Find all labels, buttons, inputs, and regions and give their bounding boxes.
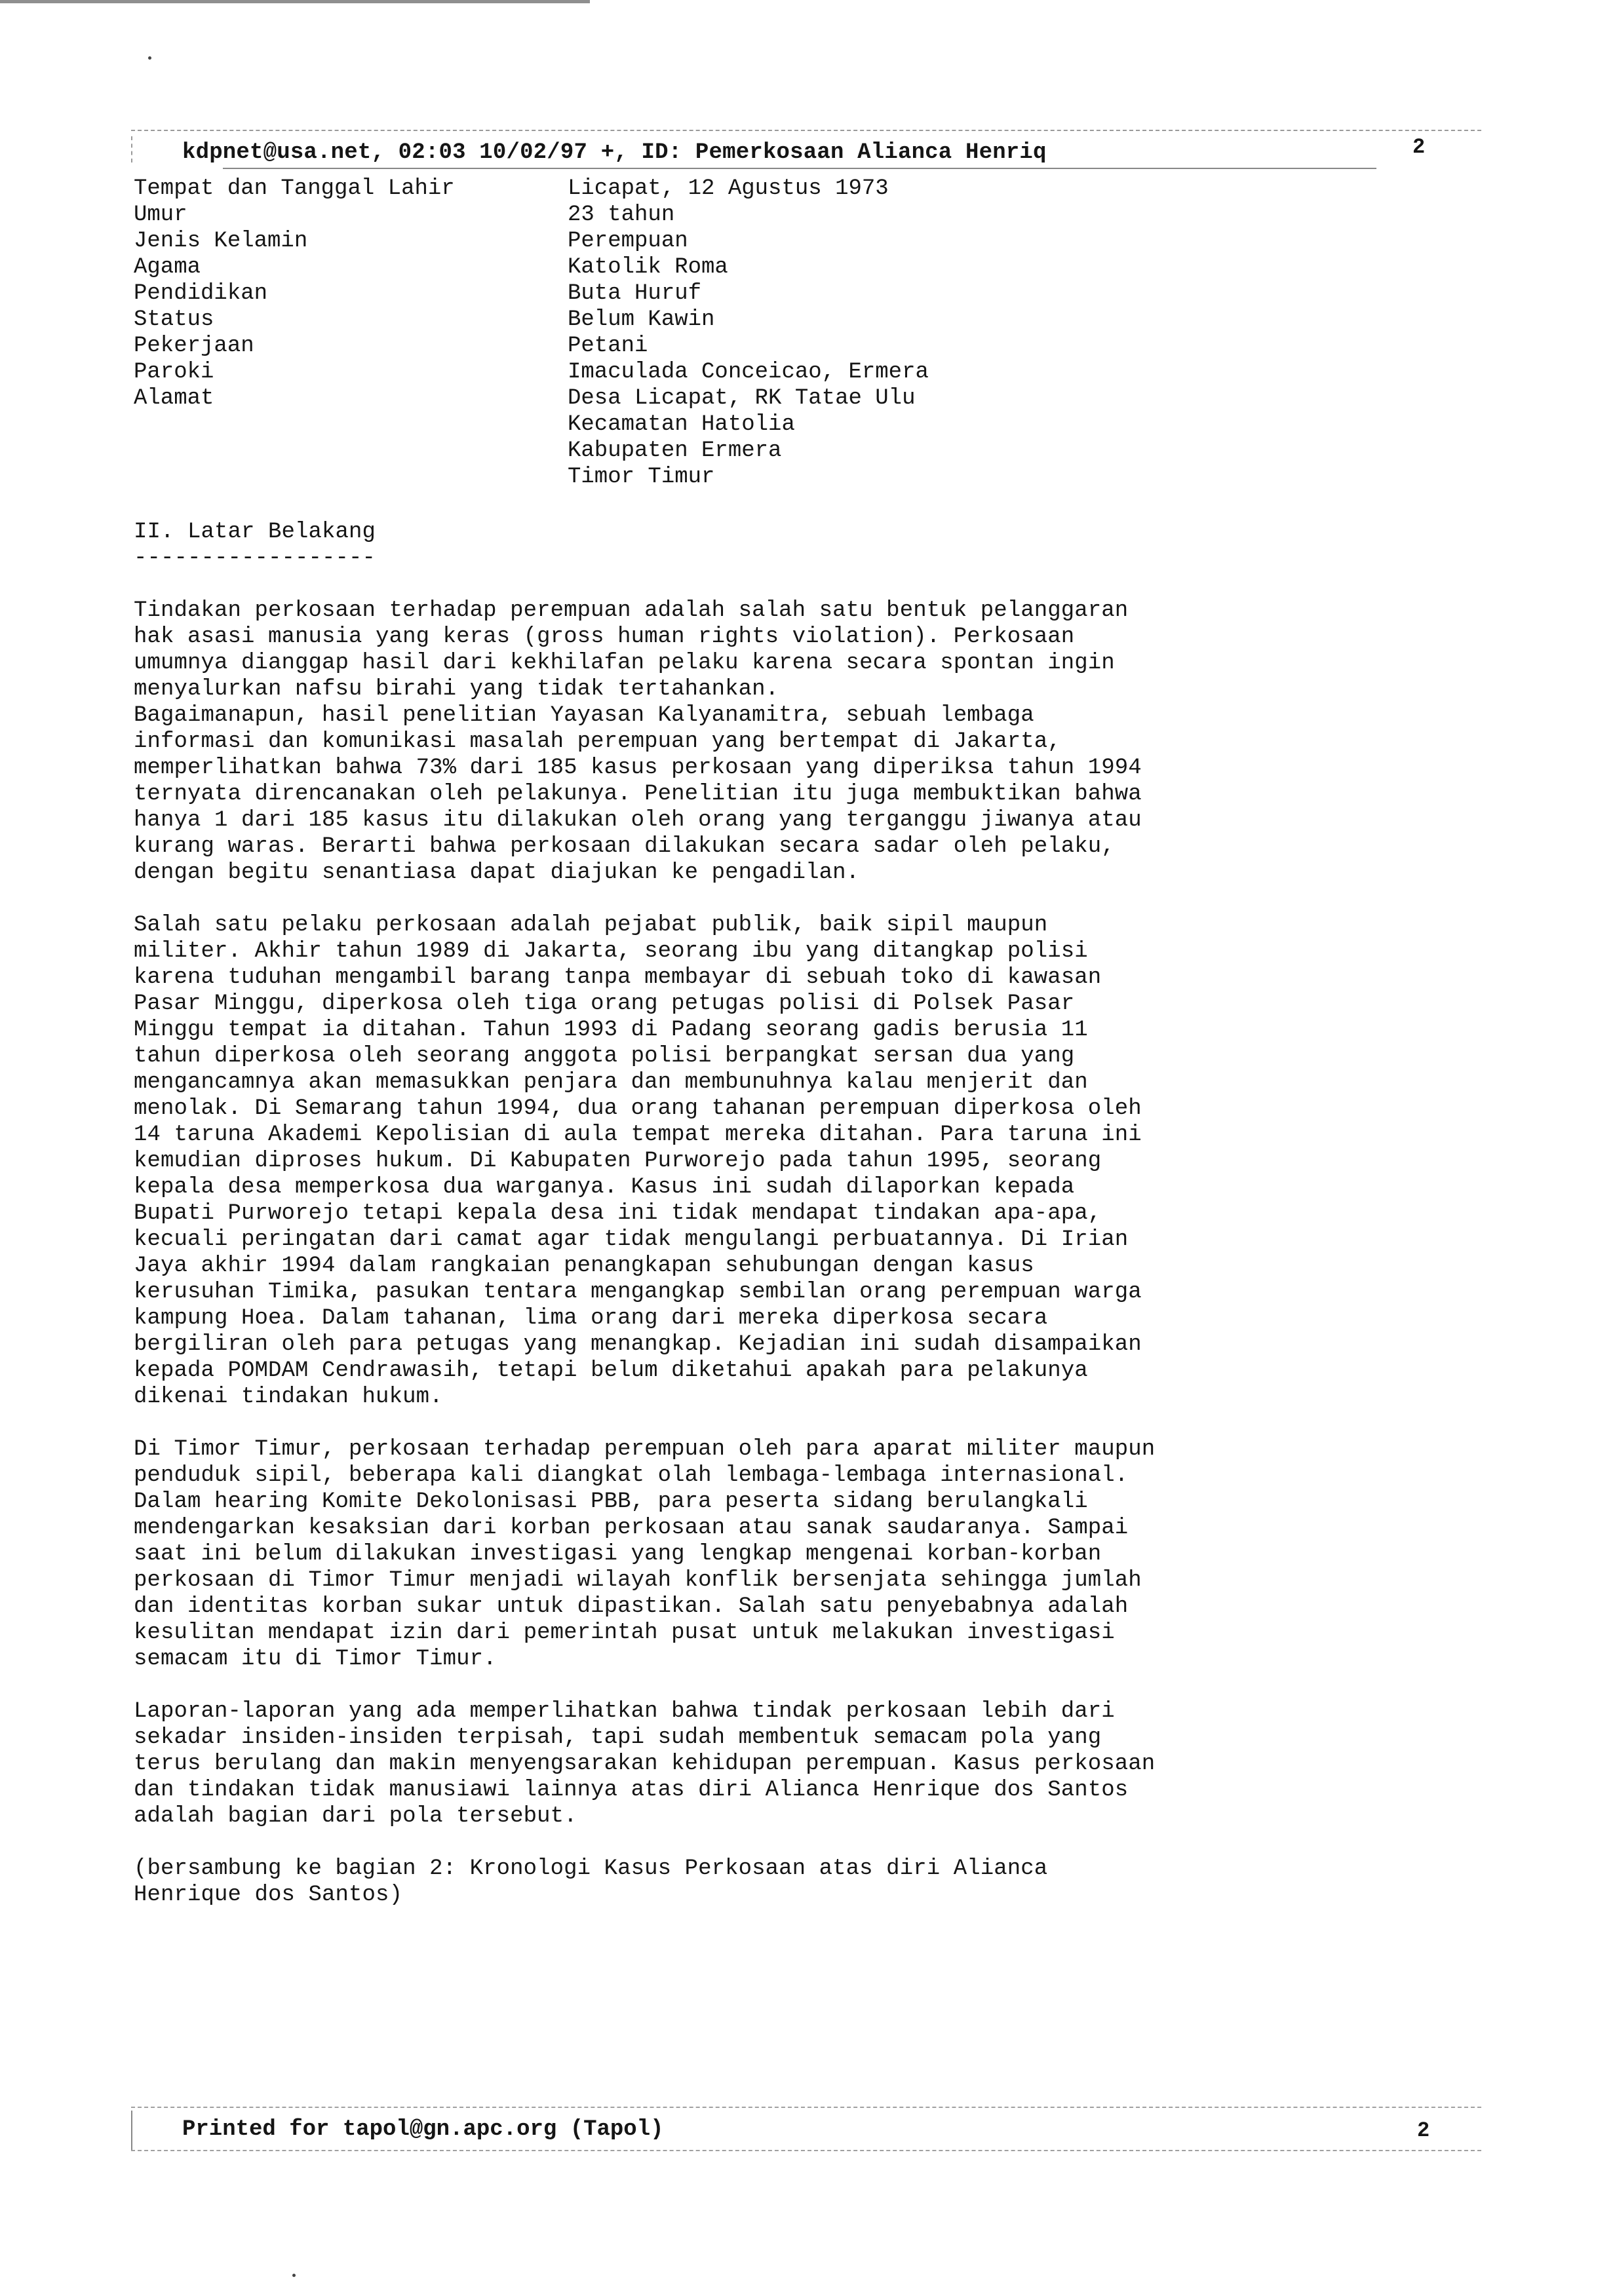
page-header: [131, 130, 1481, 169]
victim-biodata: [134, 176, 929, 490]
biodata-row: [134, 176, 929, 202]
scan-edge-mark: [0, 0, 590, 3]
biodata-label: Agama: [134, 255, 201, 280]
footer-page-number: 2: [1417, 2118, 1430, 2143]
footer-rule-top: [131, 2107, 1481, 2108]
scan-speck: [292, 2274, 296, 2277]
biodata-label: Status: [134, 307, 214, 332]
footer-rule-bottom: [131, 2150, 1481, 2151]
biodata-value: Katolik Roma: [568, 255, 728, 280]
biodata-row: [134, 359, 929, 385]
biodata-row: [134, 307, 929, 333]
biodata-label: Tempat dan Tanggal Lahir: [134, 176, 455, 201]
biodata-label: Paroki: [134, 360, 214, 385]
address-line: Timor Timur: [568, 465, 715, 489]
footer-rule-left: [131, 2111, 132, 2150]
page-footer: [131, 2107, 1481, 2152]
address-line: Kecamatan Hatolia: [568, 412, 795, 437]
biodata-row: [134, 228, 929, 254]
biodata-value: Imaculada Conceicao, Ermera: [568, 360, 929, 385]
biodata-value: 23 tahun: [568, 202, 675, 227]
biodata-value: Licapat, 12 Agustus 1973: [568, 176, 889, 201]
section-underline: ------------------: [134, 546, 376, 571]
header-rule-top: [131, 130, 1481, 131]
biodata-row: [134, 333, 929, 359]
paragraph-background: Tindakan perkosaan terhadap perempuan adalah salah satu bentuk pelanggaran hak asasi manusia yang keras (gross human rights violation). Perkosaan umumnya dianggap hasil dari kekhilafan pelaku karena secara spontan ingin menyalurkan nafsu birahi yang tidak tertahankan. Bagaimanapun, hasil penelitian Yayasan Kalyanamitra, sebuah lembaga informasi dan komunikasi masalah perempuan yang bertempat di Jakarta, memperlihatkan bahwa 73% dari 185 kasus perkosaan yang diperiksa tahun 1994 ternyata direncanakan oleh pelakunya. Penelitian itu juga membuktikan bahwa hanya 1 dari 185 kasus itu dilakukan oleh orang yang terganggu jiwanya atau kurang waras. Berarti bahwa perkosaan dilakukan secara sadar oleh pelaku, dengan begitu senantiasa dapat diajukan ke pengadilan.: [134, 598, 1142, 885]
biodata-label: Pekerjaan: [134, 334, 254, 358]
biodata-label: Umur: [134, 202, 187, 227]
biodata-value: Petani: [568, 334, 648, 358]
scan-speck: [148, 56, 151, 60]
biodata-label: Alamat: [134, 386, 214, 411]
biodata-label: Jenis Kelamin: [134, 229, 308, 254]
biodata-row: [134, 254, 929, 280]
printed-for-text: Printed for tapol@gn.apc.org (Tapol): [182, 2117, 664, 2142]
email-header-title: kdpnet@usa.net, 02:03 10/02/97 +, ID: Pemerkosaan Alianca Henriq: [182, 140, 1047, 165]
biodata-row: [134, 280, 929, 307]
biodata-value: Belum Kawin: [568, 307, 715, 332]
header-rule-bottom: [223, 168, 1376, 169]
paragraph-public-officials: Salah satu pelaku perkosaan adalah pejabat publik, baik sipil maupun militer. Akhir tahun 1989 di Jakarta, seorang ibu yang ditangkap polisi karena tuduhan mengambil barang tanpa membayar di sebuah toko di kawasan Pasar Minggu, diperkosa oleh tiga orang petugas polisi di Polsek Pasar Minggu tempat ia ditahan. Tahun 1993 di Padang seorang gadis berusia 11 tahun diperkosa oleh seorang anggota polisi berpangkat sersan dua yang mengancamnya akan memasukkan penjara dan membunuhnya kalau menjerit dan menolak. Di Semarang tahun 1994, dua orang tahanan perempuan diperkosa oleh 14 taruna Akademi Kepolisian di aula tempat mereka ditahan. Para taruna ini kemudian diproses hukum. Di Kabupaten Purworejo pada tahun 1995, seorang kepala desa memperkosa dua warganya. Kasus ini sudah dilaporkan kepada Bupati Purworejo tetapi kepala desa ini tidak mendapat tindakan apa-apa, kecuali peringatan dari camat agar tidak mengulangi perbuatannya. Di Irian Jaya akhir 1994 dalam rangkaian penangkapan sehubungan dengan kasus kerusuhan Timika, pasukan tentara mengangkap sembilan orang perempuan warga kampung Hoea. Dalam tahanan, lima orang dari mereka diperkosa secara bergiliran oleh para petugas yang menangkap. Kejadian ini sudah disampaikan kepada POMDAM Cendrawasih, tetapi belum diketahui apakah para pelakunya dikenai tindakan hukum.: [134, 913, 1142, 1409]
header-rule-left: [131, 136, 132, 163]
paragraph-pattern: Laporan-laporan yang ada memperlihatkan bahwa tindak perkosaan lebih dari sekadar insiden-insiden terpisah, tapi sudah membentuk semacam pola yang terus berulang dan makin menyengsarakan kehidupan perempuan. Kasus perkosaan dan tindakan tidak manusiawi lainnya atas diri Alianca Henrique dos Santos adalah bagian dari pola tersebut.: [134, 1699, 1156, 1829]
paragraph-east-timor: Di Timor Timur, perkosaan terhadap perempuan oleh para aparat militer maupun penduduk sipil, beberapa kali diangkat olah lembaga-lembaga internasional. Dalam hearing Komite Dekolonisasi PBB, para peserta sidang berulangkali mendengarkan kesaksian dari korban perkosaan atau sanak saudaranya. Sampai saat ini belum dilakukan investigasi yang lengkap mengenai korban-korban perkosaan di Timor Timur menjadi wilayah konflik bersenjata sehingga jumlah dan identitas korban sukar untuk dipastikan. Salah satu penyebabnya adalah kesulitan mendapat izin dari pemerintah pusat untuk melakukan investigasi semacam itu di Timor Timur.: [134, 1437, 1156, 1672]
biodata-row: [134, 385, 929, 411]
biodata-value: Buta Huruf: [568, 281, 702, 306]
biodata-row: [134, 202, 929, 228]
section-heading: II. Latar Belakang: [134, 520, 376, 545]
header-page-number: 2: [1412, 135, 1426, 159]
continuation-note: (bersambung ke bagian 2: Kronologi Kasus Perkosaan atas diri Alianca Henrique dos Santos): [134, 1856, 1048, 1907]
biodata-label: Pendidikan: [134, 281, 268, 306]
biodata-value: Perempuan: [568, 229, 688, 254]
biodata-value: Desa Licapat, RK Tatae Ulu: [568, 386, 916, 411]
address-line: Kabupaten Ermera: [568, 438, 782, 463]
